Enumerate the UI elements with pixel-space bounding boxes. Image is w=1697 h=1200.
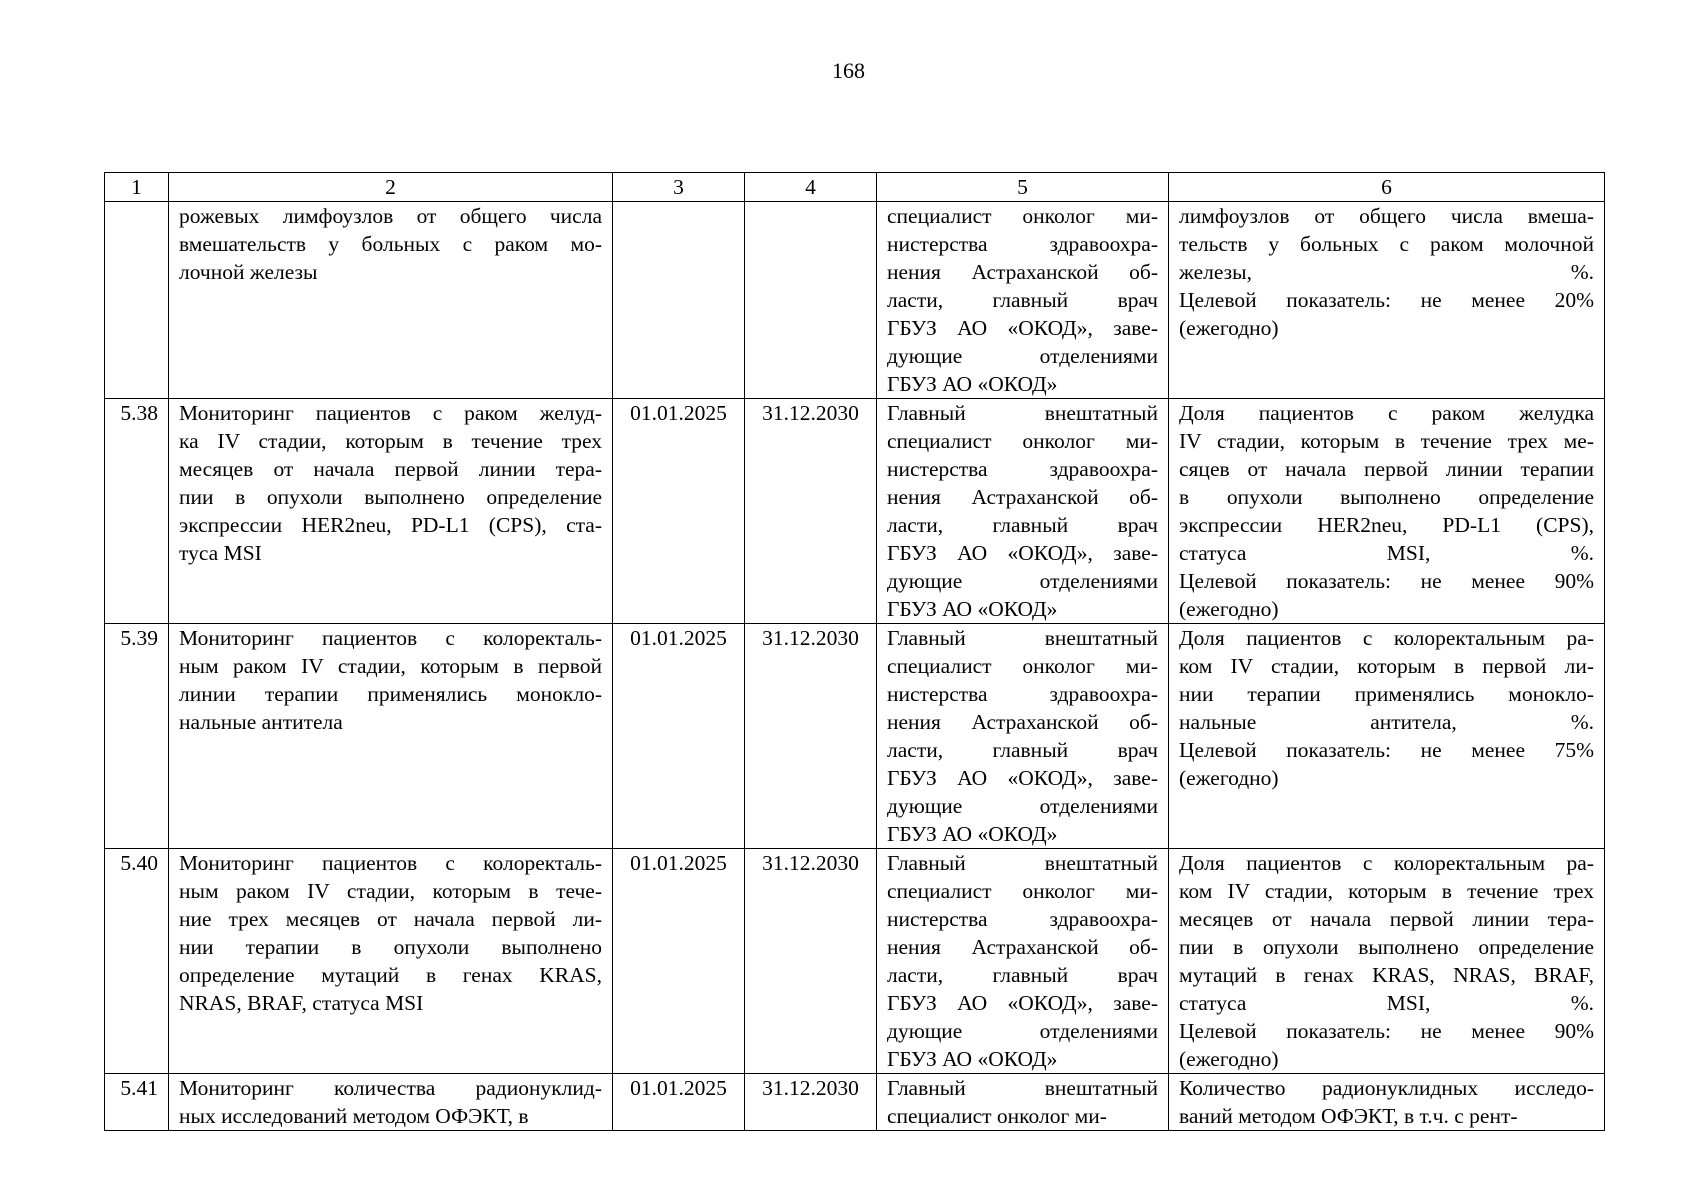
cell-text-line: (ежегодно) (1179, 1047, 1279, 1071)
cell-text-line: дующие отделениями (887, 1019, 1158, 1043)
cell-text-line: нистерства здравоохра- (887, 682, 1158, 706)
column-header: 6 (1169, 173, 1605, 202)
cell-text-line: ласти, главный врач (887, 963, 1158, 987)
cell-text-line: Количество радионуклидных исследо- (1179, 1076, 1594, 1100)
cell-text-line: нистерства здравоохра- (887, 232, 1158, 256)
responsible-cell (877, 1074, 1169, 1131)
cell-text-line: ГБУЗ АО «ОКОД» (887, 822, 1058, 846)
start-date-cell: 01.01.2025 (613, 849, 745, 1074)
cell-text-line: ным раком IV стадии, которым в первой (179, 654, 602, 678)
table-row (105, 849, 1605, 1074)
cell-text-line: ГБУЗ АО «ОКОД», заве- (887, 766, 1158, 790)
page-number: 168 (832, 58, 865, 83)
cell-text-line: нения Астраханской об- (887, 485, 1158, 509)
cell-text-line: Доля пациентов с колоректальным ра- (1179, 626, 1594, 650)
cell-text-line: ласти, главный врач (887, 288, 1158, 312)
cell-text-line: лимфоузлов от общего числа вмеша- (1179, 204, 1594, 228)
event-name-cell (169, 202, 613, 399)
cell-text-line: ГБУЗ АО «ОКОД», заве- (887, 991, 1158, 1015)
cell-text-line: в опухоли выполнено определение (1179, 485, 1594, 509)
cell-text-line: ваний методом ОФЭКТ, в т.ч. с рент- (1179, 1104, 1518, 1128)
cell-text-line: лочной железы (179, 260, 318, 284)
cell-text-line: ние трех месяцев от начала первой ли- (179, 907, 602, 931)
cell-text-line: экспрессии HER2neu, PD-L1 (CPS), ста- (179, 513, 602, 537)
cell-text-line: мутаций в генах KRAS, NRAS, BRAF, (1179, 963, 1594, 987)
indicator-cell (1169, 624, 1605, 849)
indicator-cell (1169, 849, 1605, 1074)
cell-text-line: месяцев от начала первой линии тера- (1179, 907, 1594, 931)
cell-text-line: Мониторинг пациентов с колоректаль- (179, 626, 602, 650)
cell-text-line: (ежегодно) (1179, 597, 1279, 621)
cell-text-line: туса MSI (179, 541, 262, 565)
cell-text-line: нальные антитела (179, 710, 343, 734)
cell-text-line: нистерства здравоохра- (887, 457, 1158, 481)
start-date-cell (613, 202, 745, 399)
cell-text-line: пии в опухоли выполнено определение (179, 485, 602, 509)
cell-text-line: дующие отделениями (887, 344, 1158, 368)
cell-text-line: статуса MSI, %. (1179, 541, 1594, 565)
end-date-cell: 31.12.2030 (745, 399, 877, 624)
responsible-cell (877, 849, 1169, 1074)
cell-text-line: Мониторинг количества радионуклид- (179, 1076, 602, 1100)
column-header: 1 (105, 173, 169, 202)
cell-text-line: нения Астраханской об- (887, 935, 1158, 959)
event-name-cell (169, 399, 613, 624)
cell-text-line: ных исследований методом ОФЭКТ, в (179, 1104, 529, 1128)
cell-text-line: ГБУЗ АО «ОКОД», заве- (887, 316, 1158, 340)
column-header: 3 (613, 173, 745, 202)
cell-text-line: месяцев от начала первой линии тера- (179, 457, 602, 481)
event-name-cell (169, 624, 613, 849)
event-name-cell (169, 849, 613, 1074)
cell-text-line: нения Астраханской об- (887, 260, 1158, 284)
row-number: 5.41 (105, 1074, 169, 1131)
column-header: 4 (745, 173, 877, 202)
cell-text-line: железы, %. (1179, 260, 1594, 284)
cell-text-line: нии терапии в опухоли выполнено (179, 935, 602, 959)
end-date-cell: 31.12.2030 (745, 624, 877, 849)
cell-text-line: ГБУЗ АО «ОКОД» (887, 597, 1058, 621)
table-body (105, 202, 1605, 1131)
cell-text-line: (ежегодно) (1179, 316, 1279, 340)
table-row (105, 399, 1605, 624)
cell-text-line: Целевой показатель: не менее 90% (1179, 569, 1594, 593)
cell-text-line: ГБУЗ АО «ОКОД» (887, 1047, 1058, 1071)
cell-text-line: специалист онколог ми- (887, 879, 1158, 903)
column-header: 5 (877, 173, 1169, 202)
cell-text-line: ным раком IV стадии, которым в тече- (179, 879, 602, 903)
cell-text-line: дующие отделениями (887, 569, 1158, 593)
cell-text-line: определение мутаций в генах KRAS, (179, 963, 602, 987)
table-row (105, 202, 1605, 399)
cell-text-line: Мониторинг пациентов с раком желуд- (179, 401, 602, 425)
end-date-cell (745, 202, 877, 399)
cell-text-line: ком IV стадии, которым в первой ли- (1179, 654, 1594, 678)
cell-text-line: Целевой показатель: не менее 20% (1179, 288, 1594, 312)
cell-text-line: Целевой показатель: не менее 75% (1179, 738, 1594, 762)
table-row (105, 624, 1605, 849)
event-name-cell (169, 1074, 613, 1131)
cell-text-line: дующие отделениями (887, 794, 1158, 818)
cell-text-line: Главный внештатный (887, 851, 1158, 875)
cell-text-line: ласти, главный врач (887, 513, 1158, 537)
responsible-cell (877, 202, 1169, 399)
plan-table (104, 172, 1605, 1131)
cell-text-line: Мониторинг пациентов с колоректаль- (179, 851, 602, 875)
start-date-cell: 01.01.2025 (613, 1074, 745, 1131)
cell-text-line: статуса MSI, %. (1179, 991, 1594, 1015)
cell-text-line: нистерства здравоохра- (887, 907, 1158, 931)
end-date-cell: 31.12.2030 (745, 849, 877, 1074)
cell-text-line: нения Астраханской об- (887, 710, 1158, 734)
cell-text-line: NRAS, BRAF, статуса MSI (179, 991, 424, 1015)
cell-text-line: нальные антитела, %. (1179, 710, 1594, 734)
cell-text-line: ГБУЗ АО «ОКОД», заве- (887, 541, 1158, 565)
cell-text-line: экспрессии HER2neu, PD-L1 (CPS), (1179, 513, 1594, 537)
cell-text-line: Главный внештатный (887, 401, 1158, 425)
cell-text-line: Доля пациентов с раком желудка (1179, 401, 1594, 425)
responsible-cell (877, 624, 1169, 849)
cell-text-line: ком IV стадии, которым в течение трех (1179, 879, 1594, 903)
row-number (105, 202, 169, 399)
cell-text-line: Целевой показатель: не менее 90% (1179, 1019, 1594, 1043)
cell-text-line: Главный внештатный (887, 1076, 1158, 1100)
cell-text-line: ГБУЗ АО «ОКОД» (887, 372, 1058, 396)
cell-text-line: ласти, главный врач (887, 738, 1158, 762)
cell-text-line: Главный внештатный (887, 626, 1158, 650)
indicator-cell (1169, 1074, 1605, 1131)
cell-text-line: линии терапии применялись моноклo- (179, 682, 602, 706)
responsible-cell (877, 399, 1169, 624)
row-number: 5.38 (105, 399, 169, 624)
cell-text-line: специалист онколог ми- (887, 204, 1158, 228)
table-header-row (105, 173, 1605, 202)
cell-text-line: специалист онколог ми- (887, 654, 1158, 678)
end-date-cell: 31.12.2030 (745, 1074, 877, 1131)
row-number: 5.39 (105, 624, 169, 849)
row-number: 5.40 (105, 849, 169, 1074)
cell-text-line: IV стадии, которым в течение трех ме- (1179, 429, 1594, 453)
cell-text-line: пии в опухоли выполнено определение (1179, 935, 1594, 959)
start-date-cell: 01.01.2025 (613, 624, 745, 849)
cell-text-line: (ежегодно) (1179, 766, 1279, 790)
cell-text-line: нии терапии применялись моноклo- (1179, 682, 1594, 706)
column-header: 2 (169, 173, 613, 202)
cell-text-line: рожевых лимфоузлов от общего числа (179, 204, 602, 228)
cell-text-line: вмешательств у больных с раком мо- (179, 232, 602, 256)
table-row (105, 1074, 1605, 1131)
cell-text-line: ка IV стадии, которым в течение трех (179, 429, 602, 453)
cell-text-line: специалист онколог ми- (887, 1104, 1107, 1128)
indicator-cell (1169, 399, 1605, 624)
indicator-cell (1169, 202, 1605, 399)
cell-text-line: Доля пациентов с колоректальным ра- (1179, 851, 1594, 875)
cell-text-line: тельств у больных с раком молочной (1179, 232, 1594, 256)
cell-text-line: специалист онколог ми- (887, 429, 1158, 453)
cell-text-line: сяцев от начала первой линии терапии (1179, 457, 1594, 481)
start-date-cell: 01.01.2025 (613, 399, 745, 624)
